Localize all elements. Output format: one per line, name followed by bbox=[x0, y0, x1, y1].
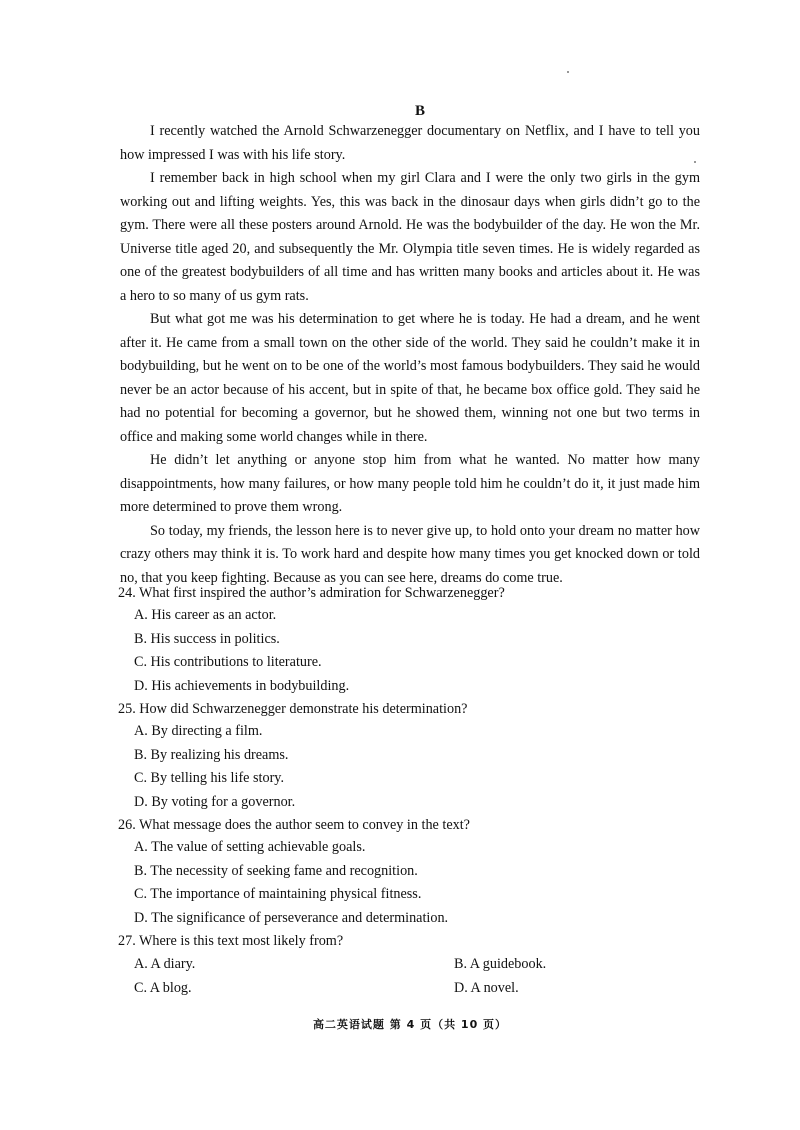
reading-passage bbox=[120, 120, 700, 590]
question-24 bbox=[118, 582, 708, 698]
option-a: A. A diary. bbox=[134, 956, 196, 972]
passage-paragraph: I recently watched the Arnold Schwarzenegger documentary on Netflix, and I have to tell you how impressed I was with his life story. bbox=[120, 123, 700, 163]
question-27 bbox=[118, 930, 708, 1000]
question-stem: 24. What first inspired the author’s admiration for Schwarzenegger? bbox=[118, 585, 505, 601]
option-grid bbox=[118, 952, 708, 1000]
option-c: C. The importance of maintaining physical fitness. bbox=[134, 886, 422, 902]
passage-paragraph: But what got me was his determination to get where he is today. He had a dream, and he went after it. He came from a small town on the other side of the world. They said he couldn’t make it in bodybuilding, but he went on to be one of the world’s most famous bodybuilders. They said he would never be an actor because of his accent, but in spite of that, he became box office gold. They said he had no potential for becoming a governor, but he showed them, winning not one but two terms in office and making some world changes while in there. bbox=[120, 311, 700, 445]
option-c: C. By telling his life story. bbox=[134, 770, 285, 786]
question-stem: 27. Where is this text most likely from? bbox=[118, 933, 344, 949]
option-c: C. His contributions to literature. bbox=[134, 654, 322, 670]
option-b: B. A guidebook. bbox=[454, 956, 547, 972]
passage-paragraph: So today, my friends, the lesson here is to never give up, to hold onto your dream no matter how crazy others may think it is. To work hard and despite how many times you get knocked down or told no, that you keep fighting. Because as you can see here, dreams do come true. bbox=[120, 522, 700, 586]
option-d: D. By voting for a governor. bbox=[134, 793, 296, 810]
passage-paragraph: He didn’t let anything or anyone stop him from what he wanted. No matter how many disappointments, how many failures, or how many people told him he couldn’t do it, it just made him more determined to prove them wrong. bbox=[120, 452, 700, 515]
scan-speck bbox=[567, 71, 569, 73]
option-d: D. A novel. bbox=[454, 980, 519, 996]
question-list bbox=[118, 582, 708, 1000]
question-stem: 25. How did Schwarzenegger demonstrate his determination? bbox=[118, 701, 468, 717]
question-26 bbox=[118, 814, 708, 930]
question-stem: 26. What message does the author seem to convey in the text? bbox=[118, 817, 470, 833]
page-footer: 高二英语试题 第 4 页（共 10 页） bbox=[312, 1018, 508, 1031]
option-a: A. By directing a film. bbox=[134, 723, 263, 739]
section-title: B bbox=[414, 103, 425, 119]
option-b: B. His success in politics. bbox=[134, 630, 280, 647]
option-a: A. The value of setting achievable goals. bbox=[134, 839, 366, 855]
option-c: C. A blog. bbox=[134, 980, 192, 996]
question-25 bbox=[118, 698, 708, 814]
option-b: B. By realizing his dreams. bbox=[134, 746, 289, 763]
option-b: B. The necessity of seeking fame and recognition. bbox=[134, 862, 418, 879]
option-d: D. His achievements in bodybuilding. bbox=[134, 677, 350, 694]
option-a: A. His career as an actor. bbox=[134, 607, 277, 623]
passage-paragraph: I remember back in high school when my girl Clara and I were the only two girls in the gym working out and lifting weights. Yes, this was back in the dinosaur days when girls didn’t go to the gym. There were all these posters around Arnold. He was the bodybuilder of the day. He won the Mr. Universe title aged 20, and subsequently the Mr. Olympia title seven times. He is widely regarded as one of the greatest bodybuilders of all time and has written many books and articles about it. He was a hero to so many of us gym rats. bbox=[120, 170, 700, 304]
option-d: D. The significance of perseverance and determination. bbox=[134, 909, 449, 926]
